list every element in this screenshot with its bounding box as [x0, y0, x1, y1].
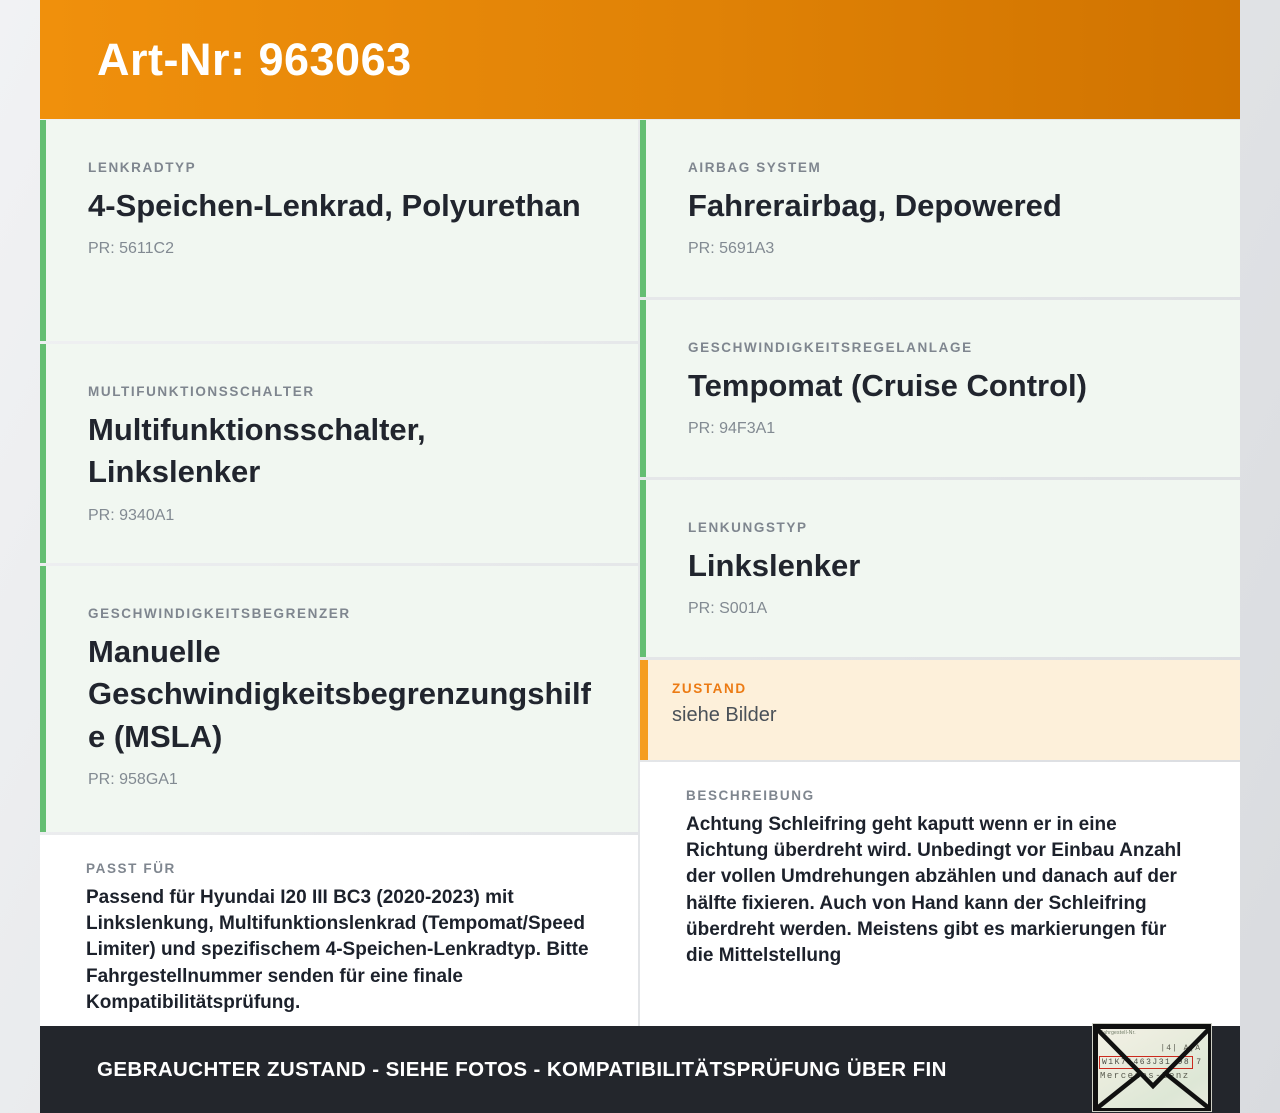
spec-value: Linkslenker — [688, 548, 861, 583]
right-column — [640, 120, 1240, 1026]
description-text: Achtung Schleifring geht kaputt wenn er in eine Richtung überdreht wird. Unbedingt vor Einbau Anzahl der vollen Umdrehungen abzählen und danach auf der hälfte fixieren. Auch von Hand kann der Schleifring überdreht werden. Meistens gibt es markierungen für die Mittelstellung — [686, 814, 1182, 967]
zustand-value: siehe Bilder — [672, 704, 777, 726]
spec-label: MULTIFUNKTIONSSCHALTER — [88, 384, 315, 399]
document-line: |4| A|A — [1160, 1044, 1201, 1053]
header-bar — [40, 0, 1240, 119]
spec-card-airbag-system — [640, 120, 1240, 297]
passt-fuer-card — [40, 835, 638, 1026]
spec-cards-area — [40, 119, 1240, 1026]
pr-code: PR: 9340A1 — [88, 506, 175, 524]
spec-card-geschwindigkeitsbegrenzer — [40, 566, 638, 832]
spec-card-multifunktionsschalter — [40, 344, 638, 563]
spec-value: 4-Speichen-Lenkrad, Polyurethan — [88, 188, 581, 223]
product-info-page — [40, 0, 1240, 1113]
spec-card-geschwindigkeitsregelanlage — [640, 300, 1240, 477]
spec-label: GESCHWINDIGKEITSREGELANLAGE — [688, 340, 973, 355]
spec-card-lenkradtyp — [40, 120, 638, 341]
pr-code: PR: 958GA1 — [88, 771, 178, 789]
pr-code: PR: 5691A3 — [688, 240, 775, 258]
article-number-title: Art-Nr: 963063 — [97, 33, 412, 85]
pr-code: PR: 5611C2 — [88, 240, 174, 258]
spec-value: Multifunktionsschalter, Linkslenker — [88, 412, 426, 490]
spec-label: PASST FÜR — [86, 861, 176, 876]
spec-label: BESCHREIBUNG — [686, 788, 815, 803]
spec-label: LENKRADTYP — [88, 160, 197, 175]
spec-label: GESCHWINDIGKEITSBEGRENZER — [88, 606, 351, 621]
pr-code: PR: 94F3A1 — [688, 420, 776, 438]
spec-value: Manuelle Geschwindigkeitsbegrenzungshilfe (MSLA) — [88, 634, 591, 754]
registration-document-thumbnail — [1092, 1023, 1212, 1112]
fahrgestell-nr-label: Fahrgestell-Nr. — [1100, 1030, 1136, 1036]
zustand-card — [640, 660, 1240, 760]
vin-highlight-box: W1K71463J31 98 — [1099, 1056, 1193, 1069]
beschreibung-card — [640, 762, 1240, 1026]
manufacturer-text: Mercedes-Benz — [1100, 1071, 1190, 1081]
spec-value: Fahrerairbag, Depowered — [688, 188, 1062, 223]
envelope-outline-icon — [1093, 1024, 1212, 1112]
spec-label: LENKUNGSTYP — [688, 520, 808, 535]
spec-label: AIRBAG SYSTEM — [688, 160, 822, 175]
compatibility-text: Passend für Hyundai I20 III BC3 (2020-2023) mit Linkslenkung, Multifunktionslenkrad (Tempomat/Speed Limiter) und spezifischem 4-Speichen-Lenkradtyp. Bitte Fahrgestellnummer senden für eine finale Kompatibilitätsprüfung. — [86, 887, 589, 1013]
spec-card-lenkungstyp — [640, 480, 1240, 657]
footer-bar — [40, 1026, 1240, 1113]
pr-code: PR: S001A — [688, 600, 768, 618]
footer-notice: GEBRAUCHTER ZUSTAND - SIEHE FOTOS - KOMPATIBILITÄTSPRÜFUNG ÜBER FIN — [97, 1057, 947, 1081]
left-column — [40, 120, 640, 1026]
spec-value: Tempomat (Cruise Control) — [688, 368, 1087, 403]
zustand-label: ZUSTAND — [672, 681, 747, 696]
vin-suffix: 7 — [1196, 1058, 1202, 1067]
